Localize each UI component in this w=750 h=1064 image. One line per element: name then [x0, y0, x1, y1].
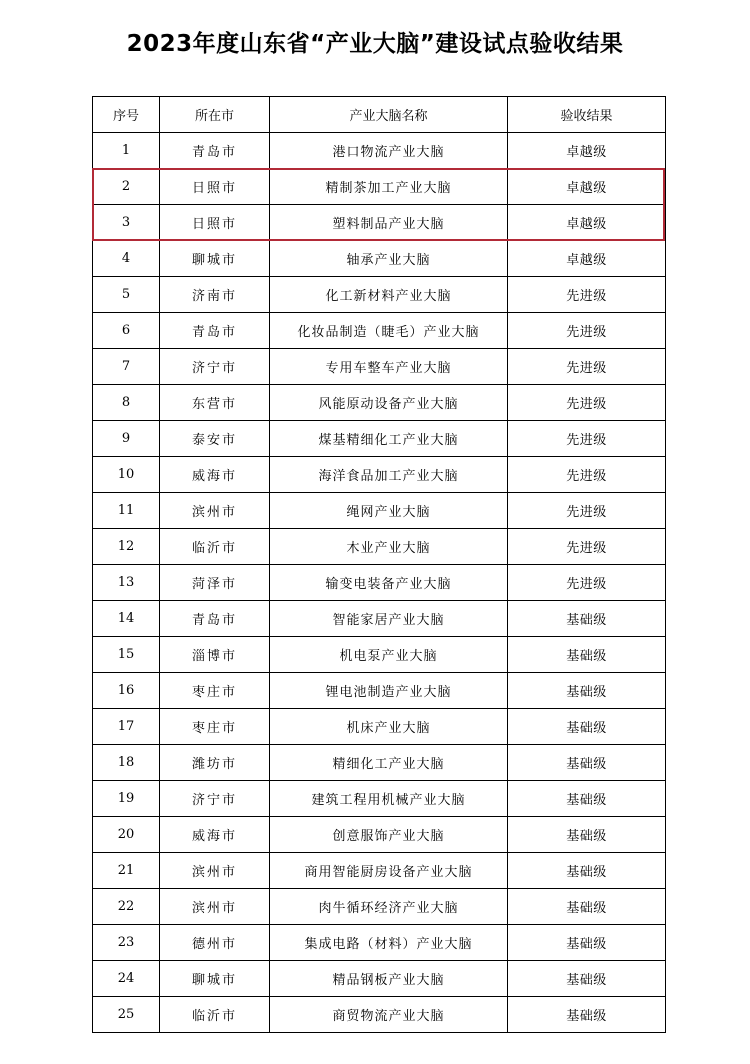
row-brain-name: 绳网产业大脑 [270, 493, 508, 529]
table-row [93, 601, 666, 637]
table-row [93, 925, 666, 961]
row-city: 济南市 [160, 277, 270, 313]
row-city: 日照市 [160, 205, 270, 241]
table-header-row [93, 97, 666, 133]
row-city: 东营市 [160, 385, 270, 421]
row-number: 12 [93, 529, 160, 565]
row-number: 2 [93, 169, 160, 205]
row-city: 聊城市 [160, 961, 270, 997]
table-row [93, 709, 666, 745]
table-row [93, 385, 666, 421]
table-row [93, 565, 666, 601]
row-result: 基础级 [508, 961, 666, 997]
table-body [93, 133, 666, 1033]
row-number: 5 [93, 277, 160, 313]
row-city: 威海市 [160, 457, 270, 493]
row-result: 先进级 [508, 421, 666, 457]
row-result: 基础级 [508, 637, 666, 673]
row-brain-name: 商用智能厨房设备产业大脑 [270, 853, 508, 889]
row-result: 基础级 [508, 817, 666, 853]
table-row [93, 277, 666, 313]
row-number: 11 [93, 493, 160, 529]
row-number: 7 [93, 349, 160, 385]
row-brain-name: 海洋食品加工产业大脑 [270, 457, 508, 493]
row-city: 滨州市 [160, 853, 270, 889]
header-number: 序号 [93, 97, 160, 133]
row-brain-name: 港口物流产业大脑 [270, 133, 508, 169]
row-city: 济宁市 [160, 349, 270, 385]
row-city: 青岛市 [160, 133, 270, 169]
row-brain-name: 风能原动设备产业大脑 [270, 385, 508, 421]
header-brain-name: 产业大脑名称 [270, 97, 508, 133]
row-result: 卓越级 [508, 169, 666, 205]
row-city: 青岛市 [160, 601, 270, 637]
row-brain-name: 肉牛循环经济产业大脑 [270, 889, 508, 925]
row-result: 基础级 [508, 673, 666, 709]
table-row [93, 241, 666, 277]
row-number: 15 [93, 637, 160, 673]
row-number: 24 [93, 961, 160, 997]
row-brain-name: 智能家居产业大脑 [270, 601, 508, 637]
row-city: 泰安市 [160, 421, 270, 457]
row-result: 先进级 [508, 277, 666, 313]
row-number: 6 [93, 313, 160, 349]
row-city: 聊城市 [160, 241, 270, 277]
row-result: 先进级 [508, 313, 666, 349]
row-brain-name: 创意服饰产业大脑 [270, 817, 508, 853]
document-title: 2023年度山东省“产业大脑”建设试点验收结果 [126, 31, 624, 57]
header-city: 所在市 [160, 97, 270, 133]
row-city: 枣庄市 [160, 673, 270, 709]
row-city: 滨州市 [160, 889, 270, 925]
row-city: 枣庄市 [160, 709, 270, 745]
row-city: 滨州市 [160, 493, 270, 529]
row-result: 先进级 [508, 349, 666, 385]
row-result: 卓越级 [508, 205, 666, 241]
row-brain-name: 锂电池制造产业大脑 [270, 673, 508, 709]
row-number: 4 [93, 241, 160, 277]
row-result: 先进级 [508, 529, 666, 565]
table-row [93, 781, 666, 817]
row-number: 25 [93, 997, 160, 1033]
row-result: 基础级 [508, 853, 666, 889]
row-brain-name: 化妆品制造（睫毛）产业大脑 [270, 313, 508, 349]
table-row [93, 745, 666, 781]
table-row [93, 853, 666, 889]
table-row [93, 637, 666, 673]
row-number: 9 [93, 421, 160, 457]
row-brain-name: 机电泵产业大脑 [270, 637, 508, 673]
row-number: 21 [93, 853, 160, 889]
row-city: 菏泽市 [160, 565, 270, 601]
row-result: 先进级 [508, 493, 666, 529]
row-number: 10 [93, 457, 160, 493]
row-brain-name: 机床产业大脑 [270, 709, 508, 745]
table-row [93, 529, 666, 565]
table-row [93, 817, 666, 853]
row-brain-name: 轴承产业大脑 [270, 241, 508, 277]
row-result: 基础级 [508, 745, 666, 781]
table-row [93, 421, 666, 457]
row-brain-name: 木业产业大脑 [270, 529, 508, 565]
row-brain-name: 化工新材料产业大脑 [270, 277, 508, 313]
row-number: 19 [93, 781, 160, 817]
row-result: 基础级 [508, 781, 666, 817]
table-row [93, 205, 666, 241]
row-result: 基础级 [508, 709, 666, 745]
row-brain-name: 塑料制品产业大脑 [270, 205, 508, 241]
row-number: 1 [93, 133, 160, 169]
row-city: 青岛市 [160, 313, 270, 349]
row-result: 先进级 [508, 457, 666, 493]
row-number: 3 [93, 205, 160, 241]
row-brain-name: 精细化工产业大脑 [270, 745, 508, 781]
row-city: 威海市 [160, 817, 270, 853]
table-row [93, 349, 666, 385]
table-row [93, 673, 666, 709]
row-number: 13 [93, 565, 160, 601]
row-brain-name: 集成电路（材料）产业大脑 [270, 925, 508, 961]
row-brain-name: 输变电装备产业大脑 [270, 565, 508, 601]
row-result: 卓越级 [508, 133, 666, 169]
row-number: 23 [93, 925, 160, 961]
row-city: 临沂市 [160, 529, 270, 565]
row-city: 临沂市 [160, 997, 270, 1033]
table-row [93, 997, 666, 1033]
row-number: 14 [93, 601, 160, 637]
row-number: 16 [93, 673, 160, 709]
row-brain-name: 精制茶加工产业大脑 [270, 169, 508, 205]
row-result: 先进级 [508, 565, 666, 601]
row-brain-name: 煤基精细化工产业大脑 [270, 421, 508, 457]
row-number: 18 [93, 745, 160, 781]
row-result: 基础级 [508, 601, 666, 637]
row-number: 8 [93, 385, 160, 421]
row-city: 日照市 [160, 169, 270, 205]
header-result: 验收结果 [508, 97, 666, 133]
row-number: 22 [93, 889, 160, 925]
row-brain-name: 建筑工程用机械产业大脑 [270, 781, 508, 817]
table-row [93, 889, 666, 925]
results-table [92, 96, 666, 1033]
row-city: 德州市 [160, 925, 270, 961]
row-number: 17 [93, 709, 160, 745]
row-result: 卓越级 [508, 241, 666, 277]
table-row [93, 169, 666, 205]
row-result: 基础级 [508, 925, 666, 961]
table-row [93, 493, 666, 529]
table-row [93, 133, 666, 169]
row-result: 基础级 [508, 997, 666, 1033]
table-row [93, 961, 666, 997]
row-city: 潍坊市 [160, 745, 270, 781]
row-number: 20 [93, 817, 160, 853]
row-brain-name: 精品钢板产业大脑 [270, 961, 508, 997]
row-result: 基础级 [508, 889, 666, 925]
row-brain-name: 商贸物流产业大脑 [270, 997, 508, 1033]
row-city: 淄博市 [160, 637, 270, 673]
table-row [93, 313, 666, 349]
row-brain-name: 专用车整车产业大脑 [270, 349, 508, 385]
row-city: 济宁市 [160, 781, 270, 817]
results-table-container [92, 96, 665, 1033]
row-result: 先进级 [508, 385, 666, 421]
table-row [93, 457, 666, 493]
